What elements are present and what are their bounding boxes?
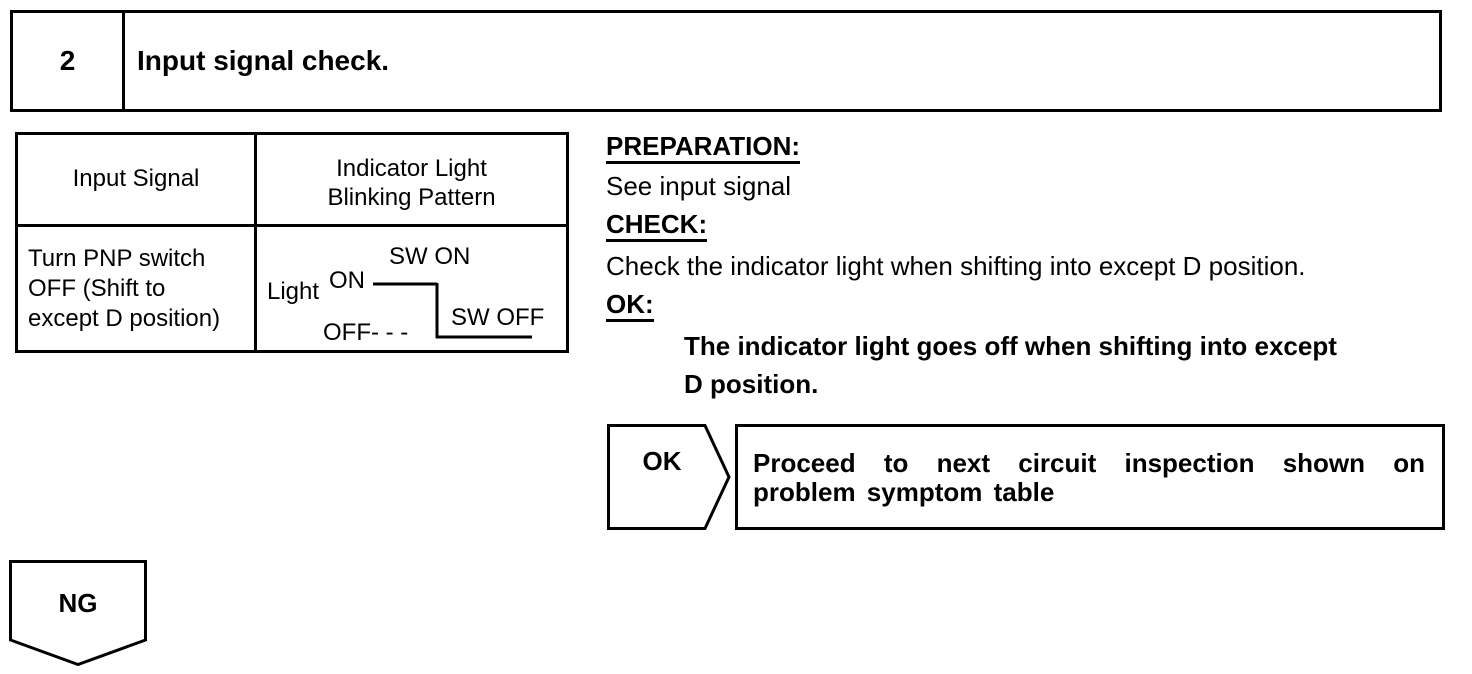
ok-criteria-line1: The indicator light goes off when shifting into except xyxy=(684,331,1337,361)
ok-result-box xyxy=(735,424,1445,530)
preparation-heading: PREPARATION: xyxy=(606,132,800,164)
light-label: Light xyxy=(267,278,320,305)
ok-arrow-shape xyxy=(607,424,732,530)
step-number: 2 xyxy=(13,13,125,109)
ng-flow-label: NG xyxy=(58,588,98,618)
ok-flow-arrow xyxy=(607,424,732,530)
step-header xyxy=(10,10,1442,112)
input-signal-line2: OFF (Shift to xyxy=(28,275,166,302)
ok-result-text: Proceed to next circuit inspection shown on problem symptom table xyxy=(753,448,1425,507)
blinking-pattern-diagram xyxy=(257,227,566,350)
sw-on-label: SW ON xyxy=(389,243,471,270)
header-indicator-line1: Indicator Light xyxy=(336,155,487,182)
sw-off-label: SW OFF xyxy=(451,304,545,331)
on-label: ON xyxy=(329,267,365,294)
ok-flow-label: OK xyxy=(642,446,682,476)
preparation-text: See input signal xyxy=(606,171,792,201)
header-input-signal: Input Signal xyxy=(72,165,200,192)
check-heading: CHECK: xyxy=(606,210,707,242)
ng-flow-arrow xyxy=(9,560,147,666)
ok-criteria-line2: D position. xyxy=(684,369,819,399)
input-signal-table xyxy=(15,132,569,353)
input-signal-line3: except D position) xyxy=(28,305,221,332)
header-indicator-line2: Blinking Pattern xyxy=(327,184,496,211)
input-signal-line1: Turn PNP switch xyxy=(28,245,206,272)
off-label: OFF- - - xyxy=(323,319,409,346)
step-title: Input signal check. xyxy=(137,45,390,76)
check-text: Check the indicator light when shifting into except D position. xyxy=(606,251,1306,281)
ok-heading: OK: xyxy=(606,290,654,322)
